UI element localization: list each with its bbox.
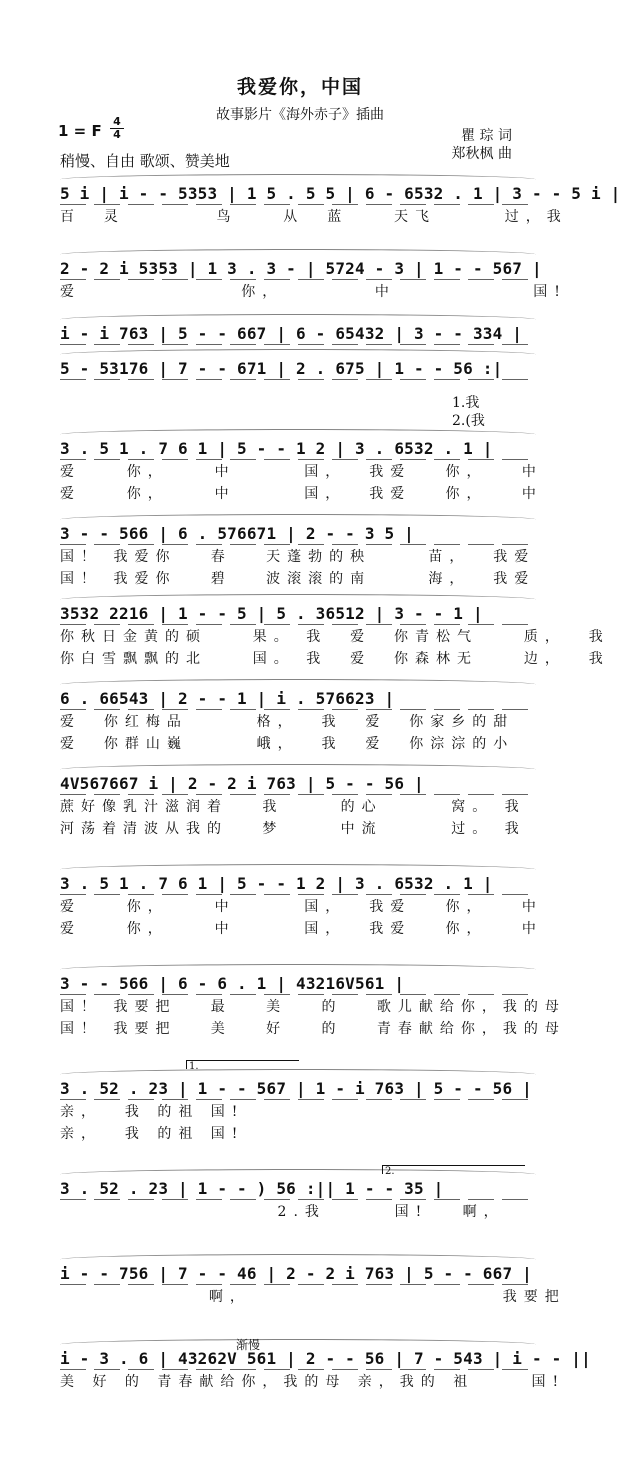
score-system (60, 255, 567, 303)
notation-row (60, 1345, 591, 1371)
ritardando-mark: 渐慢 (236, 1338, 261, 1352)
notation-row (60, 255, 542, 281)
notation-row (60, 1075, 536, 1101)
volta-2: 2. (382, 1165, 525, 1174)
score-system (60, 180, 620, 228)
beam-underline (60, 344, 536, 345)
lyric-line: 亲， 我 的祖 国! (60, 1104, 245, 1120)
score-system (60, 600, 610, 670)
notation-row (60, 355, 536, 381)
score-system (60, 1345, 591, 1393)
notation-text: 3532 2216 | 1 - - 5 | 5 . 36512 | 3 - - 1 | (60, 604, 483, 623)
notation-text: 2 - 2 i 5353 | 1 3 . 3 - | 5724 - 3 | 1 - - 567 | (60, 259, 542, 278)
notation-text: 3 - - 566 | 6 . 576671 | 2 - - 3 5 | (60, 524, 414, 543)
verse1-marker: 1.我 (452, 395, 480, 411)
meter-bottom: 4 (113, 128, 121, 141)
score-system (60, 1075, 536, 1145)
notation-row (60, 1175, 536, 1201)
score-system (60, 435, 543, 505)
song-title: 我爱你，中国 (236, 76, 363, 98)
notation-text: 4V567667 i | 2 - 2 i 763 | 5 - - 56 | (60, 774, 424, 793)
lyricist-credit: 瞿 琮 词 (461, 128, 512, 144)
notation-text: 3 . 5 1 . 7 6 1 | 5 - - 1 2 | 3 . 6532 . 1 | (60, 439, 493, 458)
beam-underline (60, 994, 536, 995)
beam-underline (60, 204, 536, 205)
notation-text: 5 - 53176 | 7 - - 671 | 2 . 675 | 1 - - 56 :| (60, 359, 503, 378)
beam-underline (60, 379, 536, 380)
beam-underline (60, 894, 536, 895)
score-system (60, 320, 536, 346)
lyric-line: 国！ 我爱你 春 天蓬勃的秧 苗， 我爱 (60, 549, 536, 565)
lyric-line: 爱 你红梅品 格， 我 爱 你家乡的甜 (60, 714, 515, 730)
notation-text: 3 . 52 . 23 | 1 - - 567 | 1 - i 763 | 5 - - 56 | (60, 1079, 532, 1098)
beam-underline (60, 1284, 536, 1285)
notation-row (60, 320, 536, 346)
notation-row (60, 520, 536, 546)
notation-text: i - - 756 | 7 - - 46 | 2 - 2 i 763 | 5 - - 667 | (60, 1264, 532, 1283)
beam-underline (60, 544, 536, 545)
score-system (60, 770, 536, 840)
notation-text: 5 i | i - - 5353 | 1 5 . 5 5 | 6 - 6532 . 1 | 3 - - 5 i | (60, 184, 620, 203)
notation-row (60, 770, 536, 796)
lyric-line: 国！ 我要把 最 美 的 歌儿献给你，我的母 (60, 999, 566, 1015)
score-system (60, 520, 536, 590)
beam-underline (60, 1199, 536, 1200)
meter-top: 4 (110, 116, 124, 129)
lyric-line: 2.我 国! 啊， (60, 1204, 505, 1220)
notation-text: 6 . 66543 | 2 - - 1 | i . 576623 | (60, 689, 395, 708)
notation-text: 3 - - 566 | 6 - 6 . 1 | 43216V561 | (60, 974, 405, 993)
notation-row (60, 180, 620, 206)
notation-text: 3 . 52 . 23 | 1 - - ) 56 :|| 1 - - 35 | (60, 1179, 444, 1198)
lyric-line: 亲， 我 的祖 国! (60, 1126, 245, 1142)
notation-text: 3 . 5 1 . 7 6 1 | 5 - - 1 2 | 3 . 6532 . 1 | (60, 874, 493, 893)
lyric-line: 蔗好像乳汁滋润着 我 的心 窝。 我 (60, 799, 526, 815)
score-system (60, 1260, 566, 1308)
volta-1: 1. (186, 1060, 299, 1069)
beam-underline (60, 1369, 536, 1370)
notation-row (60, 1260, 536, 1286)
beam-underline (60, 459, 536, 460)
notation-text: i - 3 . 6 | 43262V 561 | 2 - - 56 | 7 - 543 | i - - || (60, 1349, 591, 1368)
song-subtitle: 故事影片《海外赤子》插曲 (216, 107, 384, 123)
notation-row (60, 435, 536, 461)
lyric-line: 爱 你， 中 国， 我爱 你， 中 (60, 921, 543, 937)
lyric-line: 爱 你群山巍 峨， 我 爱 你淙淙的小 (60, 736, 515, 752)
beam-underline (60, 624, 536, 625)
notation-text: i - i 763 | 5 - - 667 | 6 - 65432 | 3 - - 334 | (60, 324, 523, 343)
score-system (60, 355, 536, 381)
lyric-line: 啊， 我要把 (60, 1289, 566, 1305)
notation-row (60, 685, 536, 711)
composer-credit: 郑秋枫 曲 (451, 146, 512, 162)
lyric-line: 你秋日金黄的硕 果。 我 爱 你青松气 质， 我 (60, 629, 610, 645)
lyric-line: 国！ 我爱你 碧 波滚滚的南 海， 我爱 (60, 571, 536, 587)
lyric-line: 爱 你， 中 国， 我爱 你， 中 (60, 486, 543, 502)
expression-mark: 稍慢、自由 歌颂、赞美地 (60, 152, 230, 170)
lyric-line: 美 好 的 青春献给你，我的母 亲，我的 祖 国! (60, 1374, 566, 1390)
beam-underline (60, 709, 536, 710)
key-signature: 1 = F (58, 122, 102, 140)
verse2-marker: 2.(我 (452, 413, 485, 429)
lyric-line: 河荡着清波从我的 梦 中流 过。 我 (60, 821, 526, 837)
beam-underline (60, 794, 536, 795)
score-system (60, 970, 566, 1040)
lyric-line: 你白雪飘飘的北 国。 我 爱 你森林无 边， 我 (60, 651, 610, 667)
score-system (60, 870, 543, 940)
notation-row (60, 970, 536, 996)
score-system (60, 1175, 536, 1223)
beam-underline (60, 1099, 536, 1100)
notation-row (60, 600, 536, 626)
lyric-line: 爱 你， 中 国! (60, 284, 567, 300)
notation-row (60, 870, 536, 896)
beam-underline (60, 279, 536, 280)
lyric-line: 爱 你， 中 国， 我爱 你， 中 (60, 899, 543, 915)
lyric-line: 国！ 我要把 美 好 的 青春献给你，我的母 (60, 1021, 566, 1037)
lyric-line: 爱 你， 中 国， 我爱 你， 中 (60, 464, 543, 480)
score-system (60, 685, 536, 755)
lyric-line: 百 灵 鸟 从 蓝 天飞 过，我 (60, 209, 568, 225)
time-signature (110, 116, 124, 141)
